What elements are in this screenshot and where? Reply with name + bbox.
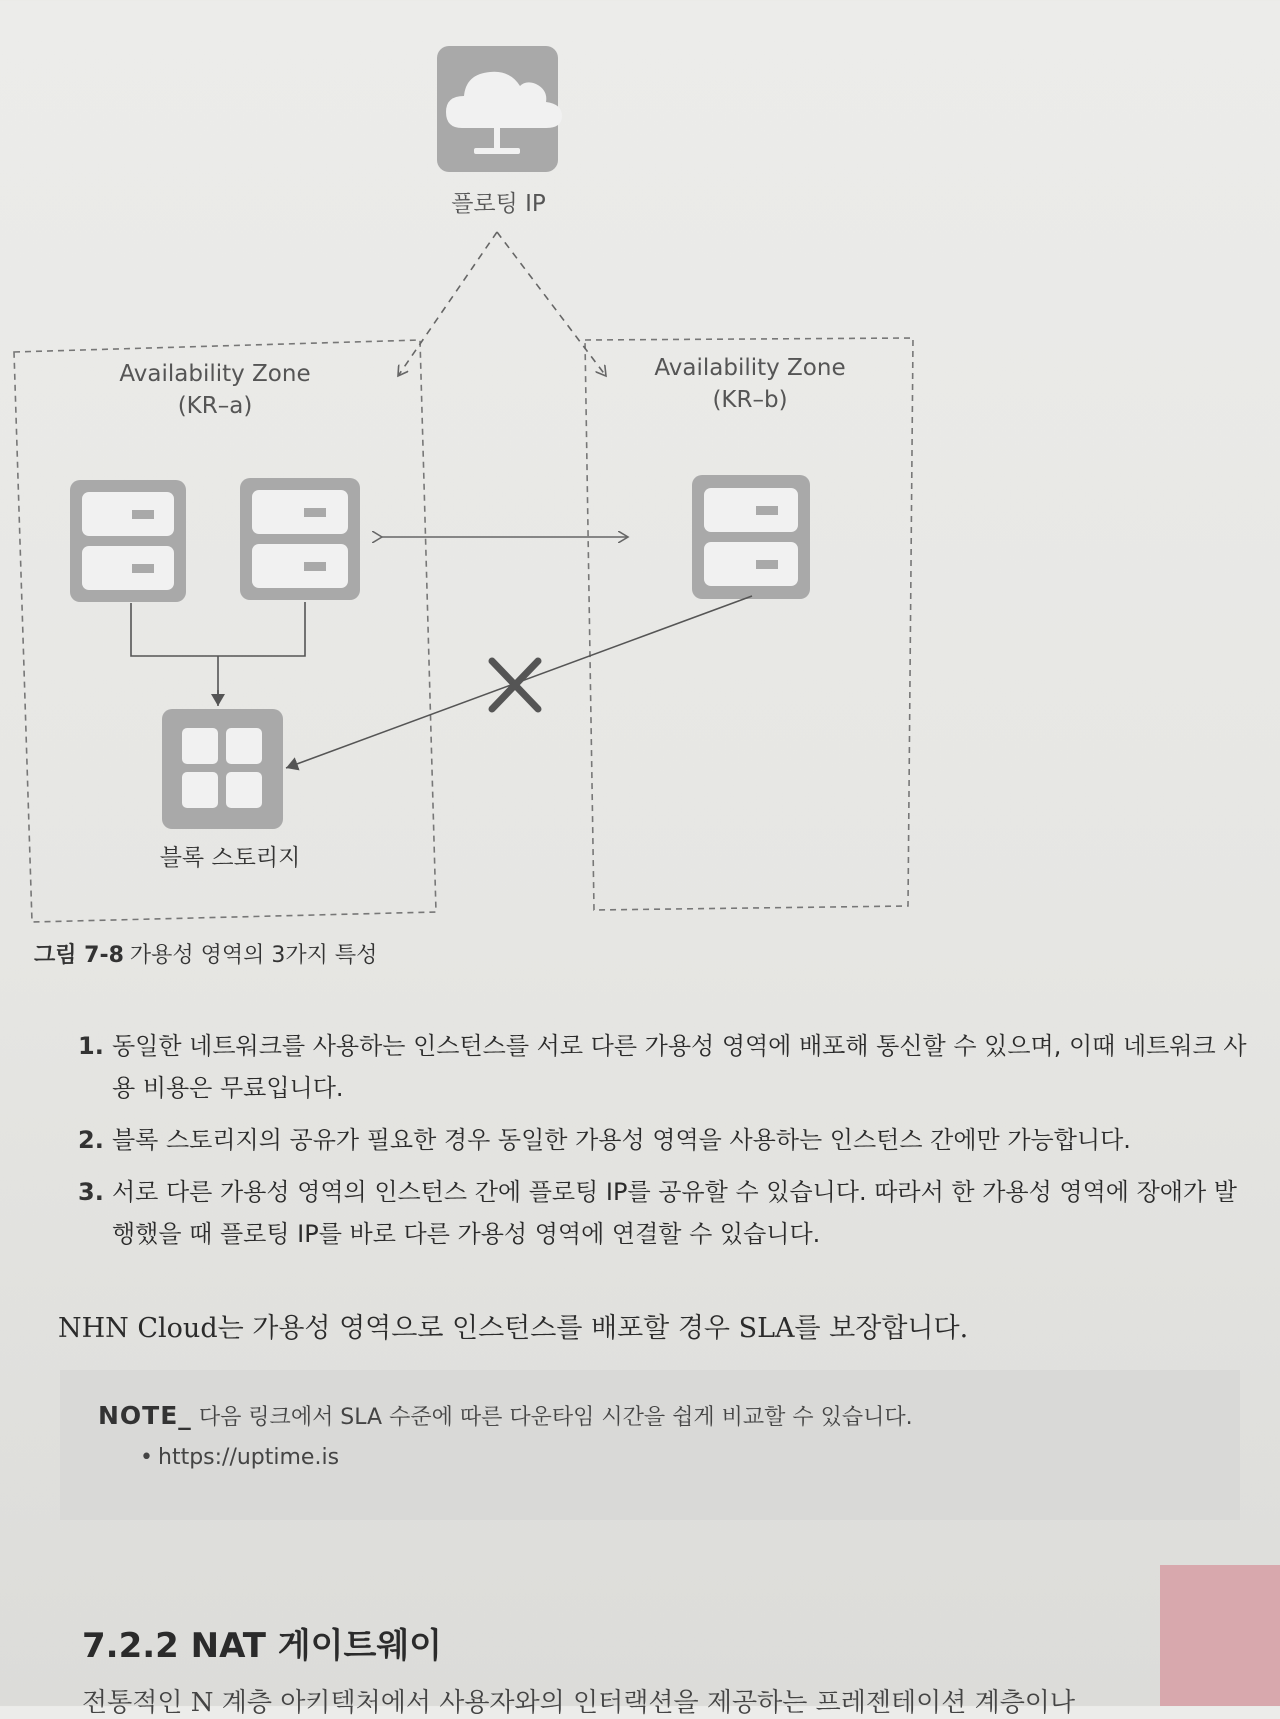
cloud-icon — [437, 46, 562, 172]
cross-icon — [492, 661, 538, 709]
server-icon — [240, 478, 360, 600]
list-item — [78, 1171, 1258, 1255]
zone-a-title — [100, 358, 330, 422]
section-title: 7.2.2 NAT 게이트웨이 — [82, 1626, 443, 1666]
list-item-number: 3. — [78, 1178, 104, 1206]
note-line — [98, 1400, 1202, 1431]
zone-a-title-line1: Availability Zone — [119, 361, 311, 387]
floating-ip-link-b — [497, 232, 606, 376]
note-link-item — [98, 1445, 1202, 1470]
zone-b-title — [635, 352, 865, 416]
zone-a-box — [14, 340, 436, 922]
sla-paragraph: NHN Cloud는 가용성 영역으로 인스턴스를 배포할 경우 SLA를 보장합니다. — [58, 1313, 969, 1344]
figure-number: 그림 7-8 — [34, 943, 124, 968]
bullet-icon: • — [140, 1445, 153, 1470]
zone-b-title-line2: (KR–b) — [712, 387, 788, 413]
figure-caption-text: 가용성 영역의 3가지 특성 — [129, 943, 378, 968]
server-icon — [692, 475, 810, 599]
note-text: 다음 링크에서 SLA 수준에 따른 다운타임 시간을 쉽게 비교할 수 있습니다. — [198, 1405, 913, 1430]
body-text-partial: 전통적인 N 계층 아키텍처에서 사용자와의 인터랙션을 제공하는 프레젠테이션 계층이나 — [82, 1688, 1076, 1718]
server-icon — [70, 480, 186, 602]
zone-a-title-line2: (KR–a) — [177, 393, 253, 419]
list-item-number: 1. — [78, 1032, 104, 1060]
list-item-text: 블록 스토리지의 공유가 필요한 경우 동일한 가용성 영역을 사용하는 인스턴스 간에만 가능합니다. — [112, 1126, 1131, 1154]
feature-list — [78, 1025, 1258, 1265]
list-item-number: 2. — [78, 1126, 104, 1154]
note-link[interactable]: https://uptime.is — [158, 1445, 340, 1470]
figure-caption — [34, 938, 377, 969]
zone-b-title-line1: Availability Zone — [654, 355, 846, 381]
block-storage-label: 블록 스토리지 — [159, 845, 301, 871]
note-box — [60, 1370, 1240, 1520]
list-item-text: 동일한 네트워크를 사용하는 인스턴스를 서로 다른 가용성 영역에 배포해 통신할 수 있으며, 이때 네트워크 사용 비용은 무료입니다. — [112, 1032, 1247, 1102]
floating-ip-label: 플로팅 IP — [451, 191, 546, 217]
list-item — [78, 1025, 1258, 1109]
list-item — [78, 1119, 1258, 1161]
floating-ip-link-a — [398, 232, 497, 376]
note-label: NOTE_ — [98, 1401, 192, 1430]
page-tab-marker — [1160, 1565, 1280, 1706]
server-to-storage-connector — [131, 602, 305, 704]
storage-grid-icon — [162, 709, 283, 829]
list-item-text: 서로 다른 가용성 영역의 인스턴스 간에 플로팅 IP를 공유할 수 있습니다. 따라서 한 가용성 영역에 장애가 발행했을 때 플로팅 IP를 바로 다른 가용성 영역에 연결할 수 있습니다. — [112, 1178, 1237, 1248]
zone-b-box — [585, 338, 913, 910]
